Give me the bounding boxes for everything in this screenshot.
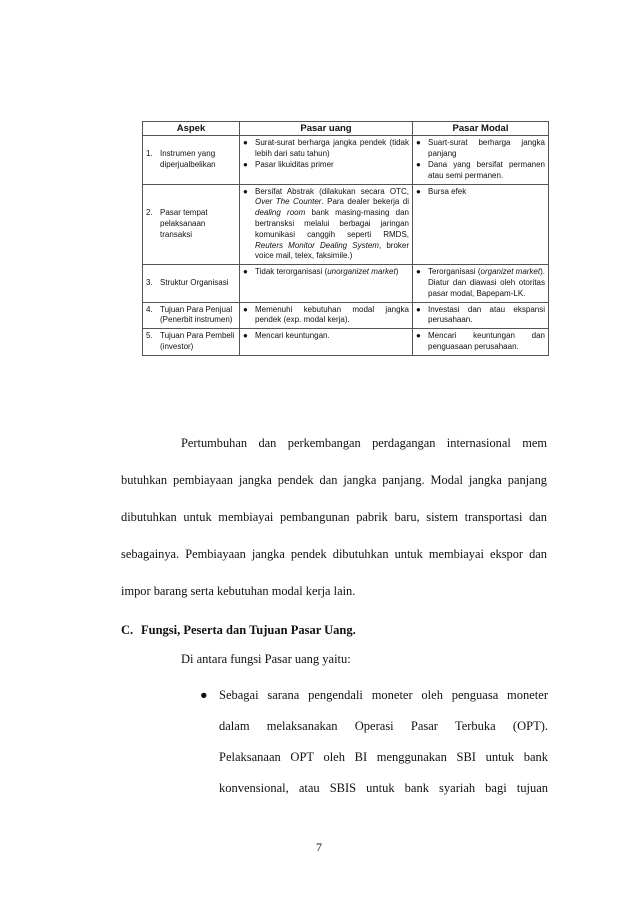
page-number: 7 (316, 840, 322, 854)
bullet-icon: ● (243, 159, 248, 169)
bullet-icon: ● (243, 331, 248, 341)
row-number: 2. (146, 208, 153, 218)
bullet-icon: ● (416, 267, 421, 277)
list-item: ● Pasar likuiditas primer (243, 159, 334, 169)
pasar-uang-cell (240, 136, 413, 184)
bullet-icon: ● (243, 267, 248, 277)
pasar-modal-cell (413, 184, 549, 265)
list-item: ● Investasi dan atau ekspansi perusahaan. (416, 304, 545, 325)
bullet-line: Sebagai sarana pengendali moneter oleh penguasa moneter (219, 688, 548, 702)
pasar-modal-cell (413, 265, 549, 302)
aspek-label: Tujuan Para Pembeli (investor) (160, 331, 235, 351)
pasar-modal-cell (413, 136, 549, 184)
aspek-label: Pasar tempat pelaksanaan transaksi (160, 208, 208, 239)
pasar-uang-cell (240, 265, 413, 302)
section-heading (121, 623, 356, 638)
bullet-icon: ● (416, 331, 421, 341)
aspek-cell (143, 136, 240, 184)
pasar-uang-cell (240, 302, 413, 329)
intro-text: Di antara fungsi Pasar uang yaitu: (181, 652, 351, 666)
aspek-cell (143, 329, 240, 356)
comparison-table (142, 121, 549, 356)
header-pasar-modal: Pasar Modal (413, 122, 549, 136)
bullet-icon: ● (243, 304, 248, 314)
section-title: Fungsi, Peserta dan Tujuan Pasar Uang. (141, 623, 356, 637)
pasar-uang-cell (240, 184, 413, 265)
aspek-cell (143, 265, 240, 302)
table-row (143, 136, 549, 184)
aspek-label: Tujuan Para Penjual (Penerbit instrumen) (160, 304, 233, 325)
bullet-line: dalam melaksanakan Operasi Pasar Terbuka (OPT). (219, 719, 548, 733)
aspek-cell (143, 184, 240, 265)
list-item: ● Suart-surat berharga jangka panjang (416, 138, 545, 159)
list-item: ● Mencari keuntungan. (243, 331, 330, 341)
bullet-icon: ● (243, 186, 248, 196)
list-item: ● Memenuhi kebutuhan modal jangka pendek (exp. modal kerja). (243, 304, 409, 325)
bullet-line: Pelaksanaan OPT oleh BI menggunakan SBI untuk bank (219, 750, 548, 764)
table-row (143, 184, 549, 265)
aspek-label: Struktur Organisasi (160, 277, 229, 287)
list-item: ● Mencari keuntungan dan penguasaan perusahaan. (416, 331, 545, 351)
table-row (143, 329, 549, 356)
row-number: 4. (146, 304, 153, 314)
header-aspek: Aspek (143, 122, 240, 136)
row-number: 5. (146, 331, 153, 341)
header-pasar-uang: Pasar uang (240, 122, 413, 136)
bullet-icon: ● (200, 688, 208, 702)
bullet-icon: ● (416, 159, 421, 169)
table-row (143, 265, 549, 302)
list-item: ● Surat-surat berharga jangka pendek (tidak lebih dari satu tahun) (243, 138, 409, 159)
bullet-line: konvensional, atau SBIS untuk bank syariah bagi tujuan (219, 781, 548, 795)
list-item: ● Dana yang bersifat permanen atau semi permanen. (416, 159, 545, 180)
pasar-modal-cell (413, 302, 549, 329)
bullet-icon: ● (416, 304, 421, 314)
pasar-uang-cell (240, 329, 413, 356)
bullet-icon: ● (243, 138, 248, 148)
pasar-modal-cell (413, 329, 549, 356)
list-item: ● Bersifat Abstrak (dilakukan secara OTC, Over The Counter. Para dealer bekerja di dealing room bank masing-masing dan bertransksi melalui berbagai jaringan komunikasi canggih seperti RMDS, Reuters Monitor Dealing System, broker voice mail, telex, faksimile.) (243, 186, 410, 261)
table-header-row (143, 122, 549, 136)
row-number: 3. (146, 277, 153, 287)
list-item: ● Terorganisasi (organizet market). Diatur dan diawasi oleh otoritas pasar modal, Bapepam-LK. (416, 267, 545, 298)
list-item: ● Bursa efek (416, 186, 467, 196)
list-item (200, 680, 548, 804)
section-letter: C. (121, 623, 134, 637)
aspek-cell (143, 302, 240, 329)
body-paragraph: Pertumbuhan dan perkembangan perdagangan internasional mem butuhkan pembiayaan jangka pendek dan jangka panjang. Modal jangka panjang dibutuhkan untuk membiayai pembangunan pabrik baru, sistem transportasi dan sebagainya. Pembiayaan jangka pendek dibutuhkan untuk membiayai ekspor dan impor barang serta kebutuhan modal kerja lain. (121, 436, 547, 598)
bullet-icon: ● (416, 138, 421, 148)
aspek-label: Instrumen yang diperjualbelikan (160, 149, 216, 169)
row-number: 1. (146, 149, 153, 159)
bullet-icon: ● (416, 186, 421, 196)
table-row (143, 302, 549, 329)
list-item: ● Tidak terorganisasi (unorganizet market) (243, 267, 399, 277)
